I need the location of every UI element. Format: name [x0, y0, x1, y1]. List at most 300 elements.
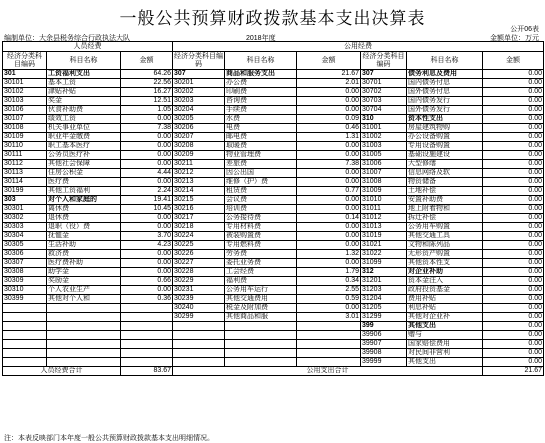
amount-cell: 0.00: [297, 241, 361, 250]
amount-cell: 0.59: [297, 295, 361, 304]
code-cell: 31299: [361, 313, 407, 322]
name-cell: [47, 358, 121, 367]
name-cell: 对个人和家庭的: [47, 196, 121, 205]
code-cell: [173, 331, 225, 340]
code-cell: 31012: [361, 214, 407, 223]
name-cell: 办公设备购置: [407, 133, 483, 142]
name-cell: 职业年金缴费: [47, 133, 121, 142]
code-cell: 31009: [361, 187, 407, 196]
amount-cell: 1.32: [297, 250, 361, 259]
name-cell: [47, 304, 121, 313]
table-row: [3, 304, 544, 313]
code-cell: 30106: [3, 106, 47, 115]
code-cell: 310: [361, 115, 407, 124]
table-row: [3, 340, 544, 349]
amount-cell: 0.00: [297, 88, 361, 97]
name-cell: [225, 322, 297, 331]
name-cell: 福利费: [225, 277, 297, 286]
code-cell: 30214: [173, 187, 225, 196]
name-cell: 国内债务发行: [407, 97, 483, 106]
name-cell: 伙食补助费: [47, 106, 121, 115]
code-cell: 31008: [361, 178, 407, 187]
code-cell: 39907: [361, 340, 407, 349]
code-cell: 31001: [361, 124, 407, 133]
name-cell: 物资储备: [407, 178, 483, 187]
name-cell: 税金及附加费: [225, 304, 297, 313]
name-cell: 离休费: [47, 205, 121, 214]
name-cell: 差旅费: [225, 160, 297, 169]
amount-cell: [121, 322, 173, 331]
name-cell: 救济费: [47, 250, 121, 259]
amount-cell: 0.00: [483, 187, 544, 196]
name-cell: 因公出国: [225, 169, 297, 178]
name-cell: 租赁费: [225, 187, 297, 196]
amount-cell: 0.66: [121, 277, 173, 286]
code-cell: 39906: [361, 331, 407, 340]
amount-cell: 0.77: [297, 187, 361, 196]
code-cell: 30216: [173, 205, 225, 214]
code-cell: 30215: [173, 196, 225, 205]
table-row: [3, 268, 544, 277]
code-cell: 30107: [3, 115, 47, 124]
amount-cell: 0.00: [121, 160, 173, 169]
code-cell: [173, 322, 225, 331]
code-cell: 30306: [3, 250, 47, 259]
name-cell: 公务员医疗补: [47, 151, 121, 160]
table-row: [3, 97, 544, 106]
amount-cell: 0.00: [483, 268, 544, 277]
code-cell: 31205: [361, 304, 407, 313]
code-cell: 30302: [3, 214, 47, 223]
amount-cell: 0.46: [297, 124, 361, 133]
amount-cell: 0.00: [121, 259, 173, 268]
name-cell: 劳务费: [225, 250, 297, 259]
table-row: [3, 358, 544, 367]
table-row: [3, 151, 544, 160]
code-cell: 30212: [173, 169, 225, 178]
name-cell: 其他交通费用: [225, 295, 297, 304]
code-cell: [3, 349, 47, 358]
amount-cell: [121, 331, 173, 340]
amount-cell: 0.00: [121, 250, 173, 259]
code-cell: 30301: [3, 205, 47, 214]
amount-cell: 0.00: [483, 196, 544, 205]
table-row: [3, 232, 544, 241]
name-cell: 地上附着物和: [407, 205, 483, 214]
col-code-header: 经济分类科目编码: [3, 52, 47, 70]
amount-cell: 3.70: [121, 232, 173, 241]
name-cell: 专用材料费: [225, 223, 297, 232]
amount-cell: 2.01: [297, 79, 361, 88]
code-cell: 30204: [173, 106, 225, 115]
code-cell: 30203: [173, 97, 225, 106]
col-name-header: 科目名称: [47, 52, 121, 70]
amount-cell: 4.44: [121, 169, 173, 178]
code-cell: 30701: [361, 79, 407, 88]
code-cell: 31204: [361, 295, 407, 304]
amount-cell: [297, 358, 361, 367]
amount-cell: 0.00: [121, 142, 173, 151]
name-cell: 医疗费补助: [47, 259, 121, 268]
code-cell: 30201: [173, 79, 225, 88]
name-cell: 其他工资福利: [47, 187, 121, 196]
code-cell: 31022: [361, 250, 407, 259]
code-cell: 31021: [361, 241, 407, 250]
amount-cell: [297, 322, 361, 331]
code-cell: 30224: [173, 232, 225, 241]
personnel-header: 人员经费: [3, 42, 173, 52]
name-cell: [225, 340, 297, 349]
name-cell: [225, 331, 297, 340]
amount-cell: 19.41: [121, 196, 173, 205]
col-name-header: 科目名称: [407, 52, 483, 70]
name-cell: 专用设备购置: [407, 142, 483, 151]
amount-cell: 0.00: [297, 151, 361, 160]
code-cell: 31203: [361, 286, 407, 295]
amount-cell: 0.00: [483, 232, 544, 241]
amount-cell: 0.36: [121, 295, 173, 304]
amount-cell: 1.05: [121, 106, 173, 115]
table-row: [3, 277, 544, 286]
name-cell: 职工基本医疗: [47, 142, 121, 151]
name-cell: 医疗费: [47, 178, 121, 187]
amount-cell: 1.79: [297, 268, 361, 277]
name-cell: 其他商品和服: [225, 313, 297, 322]
amount-cell: 0.00: [483, 151, 544, 160]
amount-cell: 0.00: [121, 178, 173, 187]
code-cell: 31201: [361, 277, 407, 286]
amount-cell: 0.00: [483, 70, 544, 79]
column-header-row: [3, 52, 544, 70]
amount-cell: 0.00: [121, 115, 173, 124]
code-cell: 30111: [3, 151, 47, 160]
name-cell: 国外债务发行: [407, 106, 483, 115]
name-cell: 对民间非营利: [407, 349, 483, 358]
code-cell: 30102: [3, 88, 47, 97]
table-row: [3, 223, 544, 232]
name-cell: 文物和陈列品: [407, 241, 483, 250]
totals-row: [3, 367, 544, 376]
amount-cell: 0.00: [483, 313, 544, 322]
name-cell: 会议费: [225, 196, 297, 205]
table-row: [3, 349, 544, 358]
amount-cell: 0.14: [297, 214, 361, 223]
name-cell: 物业管理费: [225, 151, 297, 160]
code-cell: 30231: [173, 286, 225, 295]
amount-cell: 0.00: [483, 97, 544, 106]
code-cell: 30103: [3, 97, 47, 106]
table-row: [3, 286, 544, 295]
amount-cell: [297, 331, 361, 340]
name-cell: 奖励金: [47, 277, 121, 286]
code-cell: 30109: [3, 133, 47, 142]
amount-cell: 0.00: [297, 196, 361, 205]
amount-cell: 3.01: [297, 313, 361, 322]
code-cell: 30225: [173, 241, 225, 250]
name-cell: 房屋建筑物购: [407, 124, 483, 133]
col-amount-header: 金额: [121, 52, 173, 70]
code-cell: 30304: [3, 232, 47, 241]
name-cell: 公务用车购置: [407, 223, 483, 232]
code-cell: [3, 340, 47, 349]
amount-cell: 0.00: [297, 178, 361, 187]
name-cell: 大型修缮: [407, 160, 483, 169]
amount-cell: 0.00: [297, 142, 361, 151]
code-cell: [3, 322, 47, 331]
name-cell: 其他资本性支: [407, 259, 483, 268]
code-cell: 31003: [361, 142, 407, 151]
amount-cell: 0.00: [121, 223, 173, 232]
amount-cell: 0.00: [483, 322, 544, 331]
name-cell: 抚恤金: [47, 232, 121, 241]
code-cell: [3, 331, 47, 340]
amount-cell: 0.00: [483, 106, 544, 115]
code-cell: [173, 358, 225, 367]
name-cell: 赠与: [407, 331, 483, 340]
amount-cell: 0.00: [297, 97, 361, 106]
amount-cell: 0.00: [483, 340, 544, 349]
amount-cell: 0.00: [483, 259, 544, 268]
name-cell: 其他对个人和: [47, 295, 121, 304]
code-cell: 31002: [361, 133, 407, 142]
amount-cell: 7.38: [121, 124, 173, 133]
name-cell: 手续费: [225, 106, 297, 115]
table-row: [3, 322, 544, 331]
code-cell: 30202: [173, 88, 225, 97]
expenditure-table: [2, 41, 544, 376]
name-cell: 水费: [225, 115, 297, 124]
code-cell: 30208: [173, 142, 225, 151]
name-cell: 维修（护）费: [225, 178, 297, 187]
name-cell: 个人农业生产: [47, 286, 121, 295]
code-cell: 30213: [173, 178, 225, 187]
name-cell: 其他交通工具: [407, 232, 483, 241]
code-cell: 312: [361, 268, 407, 277]
amount-cell: 0.00: [121, 286, 173, 295]
table-row: [3, 259, 544, 268]
name-cell: 国外债务付息: [407, 88, 483, 97]
name-cell: 拆迁补偿: [407, 214, 483, 223]
name-cell: 退职（役）费: [47, 223, 121, 232]
code-cell: 30240: [173, 304, 225, 313]
code-cell: 30112: [3, 160, 47, 169]
table-row: [3, 178, 544, 187]
amount-cell: 4.23: [121, 241, 173, 250]
report-title: 一般公共预算财政拨款基本支出决算表: [119, 9, 426, 28]
name-cell: 绩效工资: [47, 115, 121, 124]
name-cell: 利息补贴: [407, 304, 483, 313]
code-cell: 30110: [3, 142, 47, 151]
table-row: [3, 331, 544, 340]
amount-cell: 0.00: [297, 106, 361, 115]
name-cell: 资本金注入: [407, 277, 483, 286]
code-cell: 30113: [3, 169, 47, 178]
amount-cell: 12.51: [121, 97, 173, 106]
table-row: [3, 250, 544, 259]
code-cell: 30239: [173, 295, 225, 304]
code-cell: 30308: [3, 268, 47, 277]
name-cell: 专用燃料费: [225, 241, 297, 250]
name-cell: [47, 313, 121, 322]
fiscal-year: 2018年度: [246, 35, 276, 42]
code-cell: 31007: [361, 169, 407, 178]
name-cell: 土地补偿: [407, 187, 483, 196]
name-cell: 信息网络及软: [407, 169, 483, 178]
code-cell: 30114: [3, 178, 47, 187]
code-cell: 303: [3, 196, 47, 205]
code-cell: 31019: [361, 232, 407, 241]
name-cell: 公务接待费: [225, 214, 297, 223]
table-row: [3, 88, 544, 97]
amount-cell: 0.00: [297, 169, 361, 178]
amount-cell: 0.00: [483, 79, 544, 88]
name-cell: 委托业务费: [225, 259, 297, 268]
amount-cell: 0.00: [483, 241, 544, 250]
code-cell: 30108: [3, 124, 47, 133]
table-row: [3, 205, 544, 214]
public-header: 公用经费: [173, 42, 544, 52]
amount-cell: 0.00: [483, 304, 544, 313]
amount-cell: 0.00: [483, 133, 544, 142]
amount-cell: [121, 340, 173, 349]
code-cell: 30704: [361, 106, 407, 115]
code-cell: 30299: [173, 313, 225, 322]
amount-cell: 0.00: [483, 88, 544, 97]
name-cell: [225, 349, 297, 358]
code-cell: 30703: [361, 97, 407, 106]
currency-unit: 金额单位：万元: [490, 35, 539, 42]
code-cell: 30399: [3, 295, 47, 304]
public-total-label: 公用支出合计: [173, 367, 483, 376]
amount-cell: [121, 349, 173, 358]
name-cell: 安置补助费: [407, 196, 483, 205]
table-row: [3, 133, 544, 142]
code-cell: [173, 340, 225, 349]
code-cell: 30209: [173, 151, 225, 160]
name-cell: 退休费: [47, 214, 121, 223]
amount-cell: 0.00: [297, 205, 361, 214]
col-name-header: 科目名称: [225, 52, 297, 70]
code-cell: 31010: [361, 196, 407, 205]
code-cell: 30205: [173, 115, 225, 124]
personnel-total-amount: 83.67: [121, 367, 173, 376]
amount-cell: 0.00: [483, 124, 544, 133]
col-amount-header: 金额: [483, 52, 544, 70]
code-cell: 399: [361, 322, 407, 331]
code-cell: [3, 304, 47, 313]
name-cell: [47, 340, 121, 349]
name-cell: 国内债务付息: [407, 79, 483, 88]
code-cell: 30228: [173, 268, 225, 277]
code-cell: 30206: [173, 124, 225, 133]
personnel-total-label: 人员经费合计: [3, 367, 121, 376]
amount-cell: 0.34: [297, 277, 361, 286]
amount-cell: 0.00: [483, 250, 544, 259]
name-cell: 费用补贴: [407, 295, 483, 304]
name-cell: 公务用车运行: [225, 286, 297, 295]
name-cell: 办公费: [225, 79, 297, 88]
name-cell: 机关事业单位: [47, 124, 121, 133]
name-cell: 基本工资: [47, 79, 121, 88]
table-row: [3, 106, 544, 115]
code-cell: 301: [3, 70, 47, 79]
amount-cell: [297, 349, 361, 358]
table-row: [3, 169, 544, 178]
name-cell: 债务利息及费用: [407, 70, 483, 79]
amount-cell: 0.00: [483, 160, 544, 169]
code-cell: 307: [173, 70, 225, 79]
amount-cell: 1.31: [297, 133, 361, 142]
code-cell: 30207: [173, 133, 225, 142]
amount-cell: 10.45: [121, 205, 173, 214]
name-cell: 基础设施建设: [407, 151, 483, 160]
code-cell: 31005: [361, 151, 407, 160]
name-cell: 助学金: [47, 268, 121, 277]
name-cell: 资本性支出: [407, 115, 483, 124]
form-code: 公开06表: [510, 26, 539, 33]
code-cell: 30227: [173, 259, 225, 268]
col-amount-header: 金额: [297, 52, 361, 70]
code-cell: 30307: [3, 259, 47, 268]
amount-cell: 0.00: [121, 268, 173, 277]
col-code-header: 经济分类科目编码: [362, 52, 405, 68]
amount-cell: 64.26: [121, 70, 173, 79]
amount-cell: 0.00: [483, 214, 544, 223]
amount-cell: 0.09: [297, 115, 361, 124]
code-cell: 31099: [361, 259, 407, 268]
table-row: [3, 79, 544, 88]
name-cell: 对企业补助: [407, 268, 483, 277]
name-cell: 国家赔偿费用: [407, 340, 483, 349]
code-cell: 30211: [173, 160, 225, 169]
name-cell: [47, 349, 121, 358]
amount-cell: 0.00: [483, 205, 544, 214]
name-cell: 工资福利支出: [47, 70, 121, 79]
name-cell: 被装购置费: [225, 232, 297, 241]
code-cell: 30309: [3, 277, 47, 286]
name-cell: 住房公积金: [47, 169, 121, 178]
table-row: [3, 124, 544, 133]
table-row: [3, 241, 544, 250]
name-cell: 政府投资基金: [407, 286, 483, 295]
name-cell: 培训费: [225, 205, 297, 214]
code-cell: 30702: [361, 88, 407, 97]
col-code-header: 经济分类科目编码: [174, 52, 223, 68]
amount-cell: 0.00: [483, 277, 544, 286]
amount-cell: 0.00: [483, 169, 544, 178]
name-cell: [225, 358, 297, 367]
amount-cell: 7.38: [297, 160, 361, 169]
code-cell: 30199: [3, 187, 47, 196]
name-cell: 生活补助: [47, 241, 121, 250]
amount-cell: 21.67: [297, 70, 361, 79]
amount-cell: 0.00: [483, 115, 544, 124]
table-row: [3, 313, 544, 322]
amount-cell: 0.00: [483, 358, 544, 367]
amount-cell: 0.00: [483, 178, 544, 187]
amount-cell: 0.00: [483, 223, 544, 232]
table-row: [3, 196, 544, 205]
code-cell: 30229: [173, 277, 225, 286]
name-cell: 其他支出: [407, 358, 483, 367]
group-header-row: [3, 42, 544, 52]
name-cell: 其他支出: [407, 322, 483, 331]
footnote: 注：本表反映部门本年度一般公共预算财政拨款基本支出明细情况。: [4, 435, 214, 442]
table-row: [3, 214, 544, 223]
amount-cell: [121, 358, 173, 367]
compiling-unit: 编制单位：大余县税务综合行政执法大队: [4, 35, 130, 42]
name-cell: 工会经费: [225, 268, 297, 277]
